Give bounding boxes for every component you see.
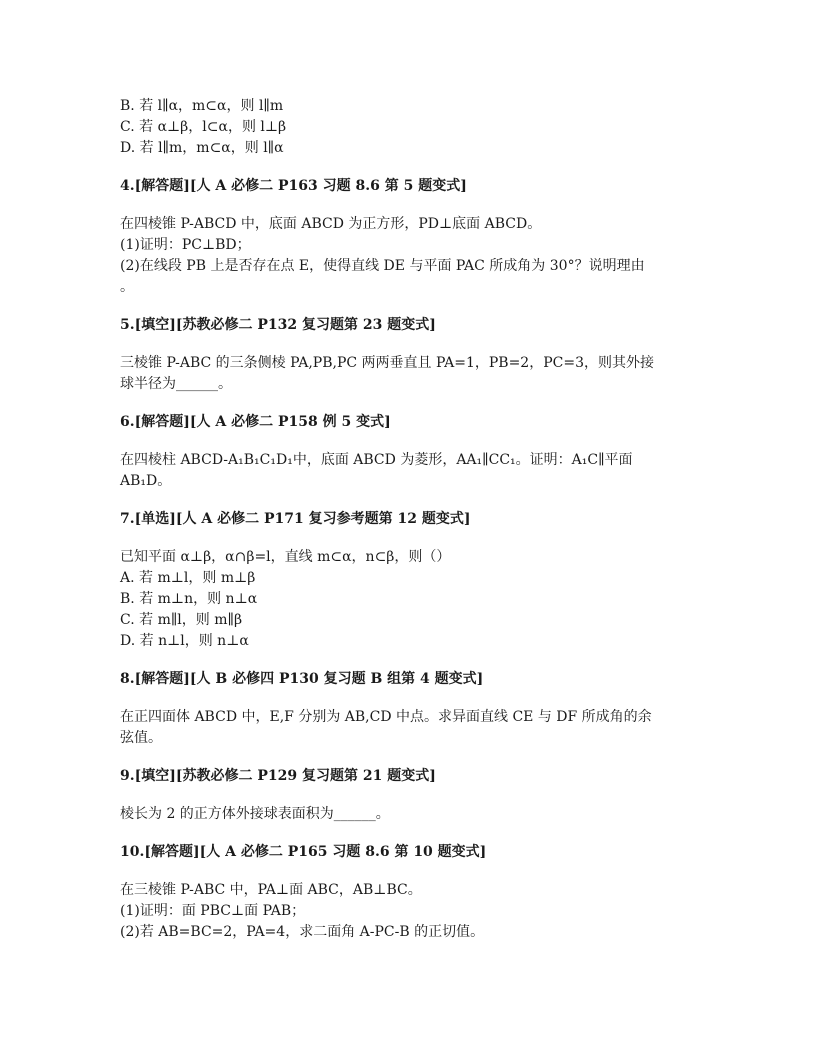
question-heading: 7.[单选][人 A 必修二 P171 复习参考题第 12 题变式]: [120, 511, 471, 527]
question-heading: 5.[填空][苏教必修二 P132 复习题第 23 题变式]: [120, 317, 436, 333]
question-8: [120, 669, 710, 749]
option-c: C. 若 m∥l，则 m∥β: [120, 612, 243, 628]
option-c: C. 若 α⊥β，l⊂α，则 l⊥β: [120, 119, 287, 135]
question-heading: 6.[解答题][人 A 必修二 P158 例 5 变式]: [120, 414, 391, 430]
question-line: 在四棱柱 ABCD-A₁B₁C₁D₁中，底面 ABCD 为菱形，AA₁∥CC₁。证明：A₁C∥平面: [120, 452, 633, 468]
question-heading: 4.[解答题][人 A 必修二 P163 习题 8.6 第 5 题变式]: [120, 178, 467, 194]
question-line: 球半径为______。: [120, 376, 232, 392]
question-10: [120, 842, 710, 943]
continued-options: [120, 96, 710, 159]
question-6: [120, 412, 710, 492]
question-line: (1)证明：PC⊥BD；: [120, 237, 251, 253]
question-heading: 10.[解答题][人 A 必修二 P165 习题 8.6 第 10 题变式]: [120, 844, 487, 860]
question-line: 在三棱锥 P-ABC 中，PA⊥面 ABC，AB⊥BC。: [120, 882, 422, 898]
option-d: D. 若 l∥m，m⊂α，则 l∥α: [120, 140, 284, 156]
question-line: (1)证明：面 PBC⊥面 PAB；: [120, 903, 306, 919]
question-heading: 8.[解答题][人 B 必修四 P130 复习题 B 组第 4 题变式]: [120, 671, 484, 687]
question-line: 弦值。: [120, 730, 162, 746]
question-line: (2)在线段 PB 上是否存在点 E，使得直线 DE 与平面 PAC 所成角为 30°？说明理由: [120, 258, 645, 274]
question-line: 在正四面体 ABCD 中，E,F 分别为 AB,CD 中点。求异面直线 CE 与 DF 所成角的余: [120, 709, 652, 725]
question-line: 棱长为 2 的正方体外接球表面积为______。: [120, 806, 390, 822]
option-b: B. 若 m⊥n，则 n⊥α: [120, 591, 258, 607]
question-line: 三棱锥 P-ABC 的三条侧棱 PA,PB,PC 两两垂直且 PA=1，PB=2，PC=3，则其外接: [120, 355, 654, 371]
question-heading: 9.[填空][苏教必修二 P129 复习题第 21 题变式]: [120, 768, 436, 784]
question-line: 在四棱锥 P-ABCD 中，底面 ABCD 为正方形，PD⊥底面 ABCD。: [120, 216, 542, 232]
option-d: D. 若 n⊥l，则 n⊥α: [120, 633, 249, 649]
question-line: (2)若 AB=BC=2，PA=4，求二面角 A-PC-B 的正切值。: [120, 924, 485, 940]
question-line: AB₁D。: [120, 473, 172, 489]
question-line: 。: [120, 279, 134, 295]
document-page: [120, 96, 710, 943]
option-a: A. 若 m⊥l，则 m⊥β: [120, 570, 256, 586]
question-4: [120, 176, 710, 298]
question-5: [120, 315, 710, 395]
question-9: [120, 766, 710, 825]
question-line: 已知平面 α⊥β，α∩β=l，直线 m⊂α，n⊂β，则（）: [120, 549, 451, 565]
question-7: [120, 509, 710, 652]
option-b: B. 若 l∥α，m⊂α，则 l∥m: [120, 98, 284, 114]
